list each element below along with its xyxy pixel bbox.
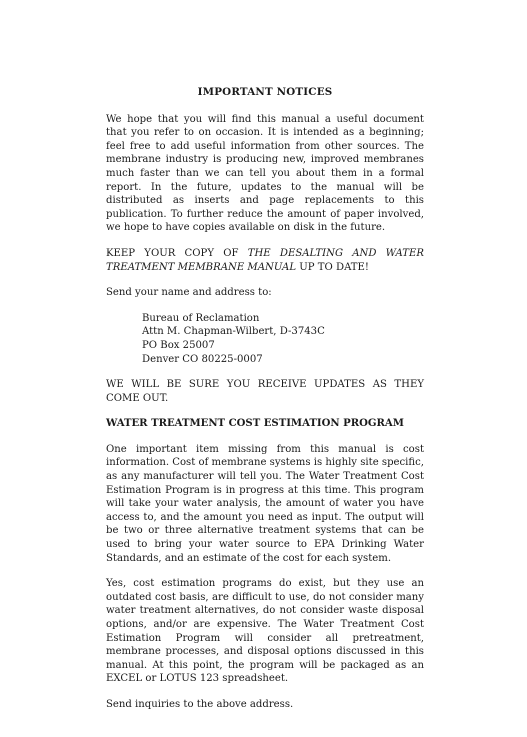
mailing-address bbox=[142, 312, 424, 366]
send-prompt: Send your name and address to: bbox=[106, 287, 272, 299]
section-heading: WATER TREATMENT COST ESTIMATION PROGRAM bbox=[106, 418, 404, 430]
keep-copy-before: KEEP YOUR COPY OF bbox=[106, 247, 248, 259]
closing-line: Send inquiries to the above address. bbox=[106, 698, 294, 710]
address-line: PO Box 25007 bbox=[142, 339, 215, 351]
page-title: IMPORTANT NOTICES bbox=[197, 86, 333, 98]
notice-content bbox=[106, 86, 424, 724]
intro-paragraph: We hope that you will find this manual a useful document that you refer to on occasion. It is intended as a beginning; feel free to add useful information from other sources. The membrane industry is producing new, improved membranes much faster than we can tell you about them in a formal report. In the future, updates to the manual will be distributed as inserts and page replacements to this publication. To further reduce the amount of paper involved, we hope to have copies available on disk in the future. bbox=[106, 113, 424, 234]
updates-notice: WE WILL BE SURE YOU RECEIVE UPDATES AS THEY COME OUT. bbox=[106, 379, 424, 404]
address-line: Bureau of Reclamation bbox=[142, 312, 260, 324]
existing-programs-paragraph: Yes, cost estimation programs do exist, but they use an outdated cost basis, are difficult to use, do not consider many water treatment alternatives, do not consider waste disposal options, and/or are expensive. The Water Treatment Cost Estimation Program will consider all pretreatment, membrane processes, and disposal options discussed in this manual. At this point, the program will be packaged as an EXCEL or LOTUS 123 spreadsheet. bbox=[106, 578, 424, 685]
manual-title: THE DESALTING AND WATER TREATMENT MEMBRANE MANUAL bbox=[106, 247, 424, 273]
cost-paragraph: One important item missing from this manual is cost information. Cost of membrane systems is highly site specific, as any manufacturer will tell you. The Water Treatment Cost Estimation Program is in progress at this time. This program will take your water analysis, the amount of water you have access to, and the amount you need as input. The output will be two or three alternative treatment systems that can be used to bring your water source to EPA Drinking Water Standards, and an estimate of the cost for each system. bbox=[106, 443, 424, 564]
address-line: Attn M. Chapman-Wilbert, D-3743C bbox=[142, 326, 325, 338]
keep-copy-notice bbox=[106, 247, 424, 274]
address-line: Denver CO 80225-0007 bbox=[142, 353, 263, 365]
keep-copy-after: UP TO DATE! bbox=[296, 261, 369, 273]
